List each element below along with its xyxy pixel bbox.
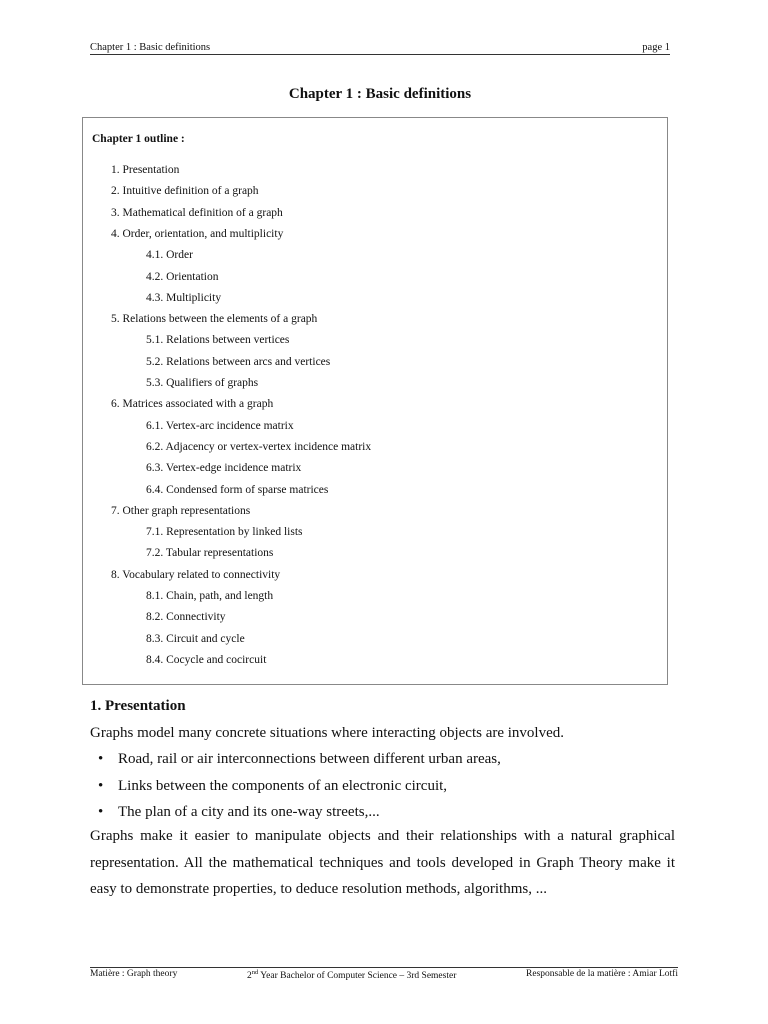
outline-item: 5.1. Relations between vertices	[146, 334, 290, 347]
outline-item: 7. Other graph representations	[111, 504, 251, 517]
list-item	[90, 799, 501, 826]
outline-item: 6.3. Vertex-edge incidence matrix	[146, 462, 302, 475]
chapter-outline-box	[82, 117, 668, 685]
outline-item: 6.4. Condensed form of sparse matrices	[146, 483, 329, 496]
bullet-text: Road, rail or air interconnections between different urban areas,	[118, 751, 501, 767]
bullet-icon: •	[98, 751, 104, 767]
page-footer	[90, 967, 678, 981]
footer-program-text: Year Bachelor of Computer Science – 3rd Semester	[258, 971, 457, 982]
footer-responsible: Responsable de la matière : Amiar Lotfi	[526, 969, 678, 979]
footer-year-suffix: nd	[251, 969, 259, 976]
outline-item: 5. Relations between the elements of a graph	[111, 313, 318, 326]
outline-item: 8.2. Connectivity	[146, 611, 226, 624]
outline-item: 4.2. Orientation	[146, 270, 219, 283]
bullet-icon: •	[98, 804, 104, 820]
footer-program	[247, 969, 456, 981]
bullet-text: Links between the components of an electronic circuit,	[118, 777, 448, 794]
outline-item: 5.2. Relations between arcs and vertices	[146, 355, 331, 368]
outline-item: 4. Order, orientation, and multiplicity	[111, 227, 284, 240]
body-paragraph: Graphs make it easier to manipulate objects and their relationships with a natural graphical representation. All the mathematical techniques and tools developed in Graph Theory make it easy to demonstrate properties, to deduce resolution methods, algorithms, ...	[90, 828, 675, 897]
outline-heading: Chapter 1 outline :	[92, 133, 185, 145]
bullet-icon: •	[98, 777, 104, 794]
outline-item: 6.1. Vertex-arc incidence matrix	[146, 419, 294, 432]
outline-item: 7.1. Representation by linked lists	[146, 526, 303, 539]
outline-item: 4.3. Multiplicity	[146, 291, 222, 304]
footer-subject: Matière : Graph theory	[90, 969, 178, 979]
outline-item: 8.4. Cocycle and cocircuit	[146, 653, 267, 666]
outline-item: 7.2. Tabular representations	[146, 547, 274, 560]
outline-item: 4.1. Order	[146, 249, 193, 262]
outline-item: 8.1. Chain, path, and length	[146, 590, 274, 602]
footer-year-number: 2	[246, 971, 252, 982]
chapter-title: Chapter 1 : Basic definitions	[288, 86, 472, 102]
outline-item: 8.3. Circuit and cycle	[146, 632, 245, 645]
page-header	[90, 42, 670, 55]
outline-item: 3. Mathematical definition of a graph	[111, 206, 283, 219]
list-item	[90, 773, 501, 800]
outline-item: 6.2. Adjacency or vertex-vertex incidence matrix	[146, 440, 372, 453]
header-chapter-label: Chapter 1 : Basic definitions	[90, 42, 211, 53]
outline-item: 6. Matrices associated with a graph	[111, 398, 274, 411]
outline-item: 2. Intuitive definition of a graph	[111, 185, 259, 198]
section-title: 1. Presentation	[90, 698, 186, 714]
intro-paragraph: Graphs model many concrete situations where interacting objects are involved.	[90, 725, 565, 741]
outline-item: 1. Presentation	[111, 164, 180, 176]
bullet-text: The plan of a city and its one-way streets,...	[118, 804, 380, 820]
list-item	[90, 746, 501, 773]
bullet-list	[90, 746, 501, 826]
outline-item: 5.3. Qualifiers of graphs	[146, 377, 259, 389]
outline-item: 8. Vocabulary related to connectivity	[111, 568, 281, 581]
page-number: page 1	[642, 42, 670, 53]
